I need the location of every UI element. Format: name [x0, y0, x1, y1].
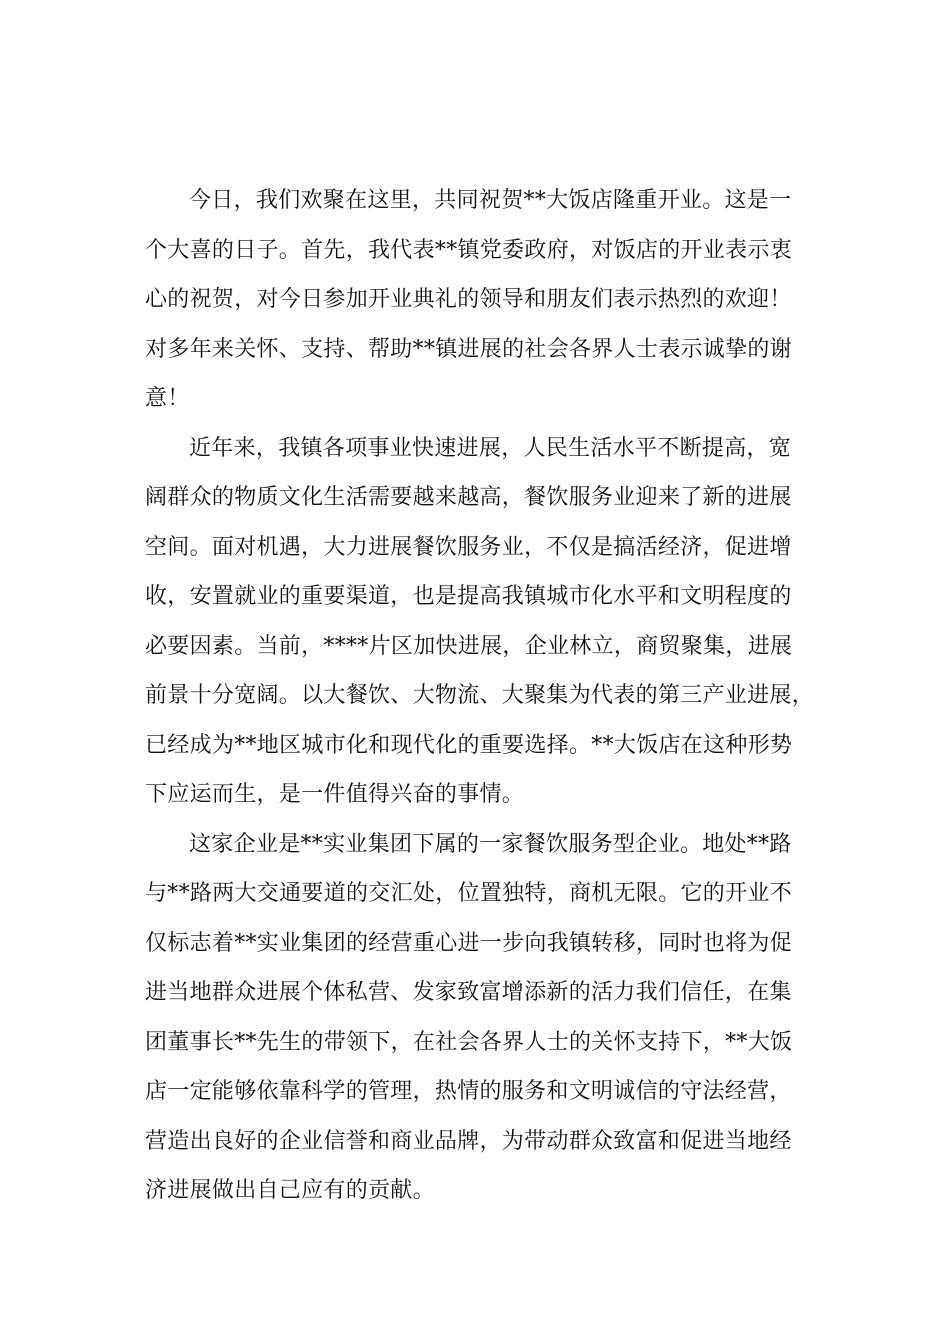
text-line: 营造出良好的企业信誉和商业品牌，为带动群众致富和促进当地经 — [145, 1128, 792, 1154]
text-line: 下应运而生，是一件值得兴奋的事情。 — [145, 782, 525, 807]
text-line: 收，安置就业的重要渠道，也是提高我镇城市化水平和文明程度的 — [145, 584, 792, 609]
text-line: 仅标志着**实业集团的经营重心进一步向我镇转移，同时也将为促 — [145, 930, 793, 956]
text-line: 必要因素。当前，****片区加快进展，企业林立，商贸聚集，进展 — [145, 633, 793, 659]
document-body — [145, 176, 825, 1216]
paragraph-first-line: 近年来，我镇各项事业快速进展，人民生活水平不断提高，宽 — [189, 435, 792, 461]
text-line: 个大喜的日子。首先，我代表**镇党委政府，对饭店的开业表示衷 — [145, 237, 793, 263]
text-line: 阔群众的物质文化生活需要越来越高，餐饮服务业迎来了新的进展 — [145, 485, 792, 510]
text-line: 空间。面对机遇，大力进展餐饮服务业，不仅是搞活经济，促进增 — [145, 534, 792, 560]
paragraph-first-line: 今日，我们欢聚在这里，共同祝贺**大饭店隆重开业。这是一 — [189, 188, 792, 213]
paragraph-first-line: 这家企业是**实业集团下属的一家餐饮服务型企业。地处**路 — [189, 831, 792, 857]
text-line: 团董事长**先生的带领下，在社会各界人士的关怀支持下，**大饭 — [145, 1029, 793, 1055]
text-line: 前景十分宽阔。以大餐饮、大物流、大聚集为代表的第三产业进展， — [145, 683, 815, 708]
text-line: 进当地群众进展个体私营、发家致富增添新的活力我们信任，在集 — [145, 980, 792, 1005]
text-line: 济进展做出自己应有的贡献。 — [145, 1178, 435, 1203]
text-line: 心的祝贺，对今日参加开业典礼的领导和朋友们表示热烈的欢迎！ — [145, 287, 792, 312]
text-line: 已经成为**地区城市化和现代化的重要选择。**大饭店在这种形势 — [145, 732, 793, 758]
text-line: 对多年来关怀、支持、帮助**镇进展的社会各界人士表示诚挚的谢 — [145, 336, 793, 362]
text-line: 意！ — [145, 386, 190, 411]
text-line: 店一定能够依靠科学的管理，热情的服务和文明诚信的守法经营， — [145, 1079, 792, 1104]
text-line: 与**路两大交通要道的交汇处，位置独特，商机无限。它的开业不 — [145, 881, 793, 906]
